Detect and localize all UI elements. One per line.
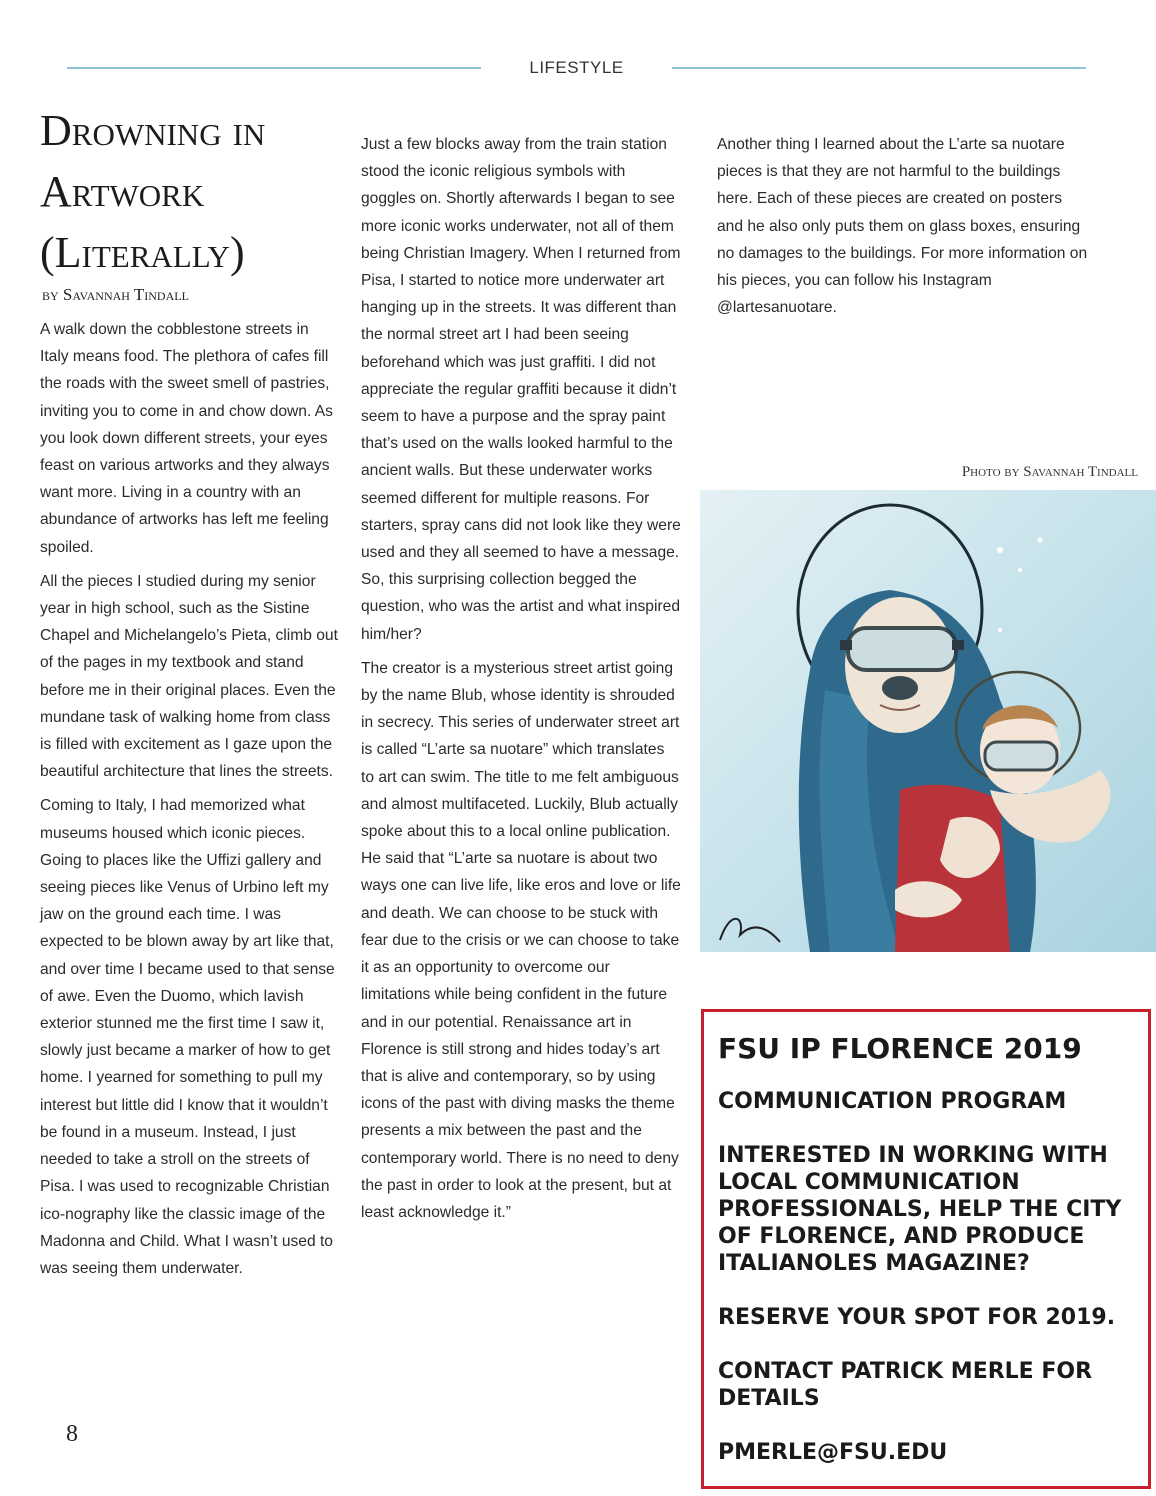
article-column-2: [361, 131, 681, 1233]
madonna-with-goggles-illustration: [700, 490, 1156, 952]
ad-contact-email[interactable]: PMERLE@FSU.EDU: [718, 1440, 948, 1465]
article-byline: by Savannah Tindall: [42, 285, 189, 304]
article-column-3: [717, 131, 1092, 328]
paragraph: The creator is a mysterious street artist going by the name Blub, whose identity is shrouded in secrecy. This series of underwater street art is called “L’arte sa nuotare” which translates to art can swim. The title to me felt ambiguous and almost multifaceted. Luckily, Blub actually spoke about this to a local online publication. He said that “L’arte sa nuotare is about two ways one can live life, like eros and love or life and death. We can choose to be stuck with fear due to the crisis or we can choose to take it as an opportunity to overcome our limitations while being confident in the future and in our potential. Renaissance art in Florence is still strong and hides today’s art that is alive and contemporary, so by using icons of the past with diving masks the theme presents a mix between the past and the contemporary world. There is no need to deny the past in order to look at the present, but at least acknowledge it.”: [361, 659, 681, 1221]
ad-line: INTERESTED IN WORKING WITH LOCAL COMMUNICATION PROFESSIONALS, HELP THE CITY OF FLORENCE, AND PRODUCE ITALIANOLES MAGAZINE?: [718, 1143, 1122, 1276]
ad-line: COMMUNICATION PROGRAM: [718, 1089, 1067, 1114]
paragraph: Just a few blocks away from the train station stood the iconic religious symbols with goggles on. Shortly afterwards I began to see more iconic works underwater, not all of them being Christian Imagery. When I returned from Pisa, I started to notice more underwater art hanging up in the streets. It was different than the normal street art I had been seeing beforehand which was just graffiti. I did not appreciate the regular graffiti because it didn’t seem to have a purpose and the spray paint that’s used on the walls looked harmful to the ancient walls. But these underwater works seemed different for multiple reasons. For starters, spray cans did not look like they were used and they all seemed to have a message. So, this surprising collection begged the question, who was the artist and what inspired him/her?: [361, 136, 681, 643]
ad-line: RESERVE YOUR SPOT FOR 2019.: [718, 1305, 1116, 1330]
paragraph: A walk down the cobblestone streets in Italy means food. The plethora of cafes fill the roads with the sweet smell of pastries, inviting you to come in and chow down. As you look down different streets, your eyes feast on various artworks and they always want more. Living in a country with an abundance of artworks has left me feeling spoiled.: [40, 321, 333, 556]
ad-line: CONTACT PATRICK MERLE FOR DETAILS: [718, 1359, 1093, 1411]
photo-credit: Photo by Savannah Tindall: [961, 464, 1138, 480]
page-number: 8: [66, 1421, 78, 1447]
article-title: Drowning in Artwork (Literally): [40, 106, 266, 277]
paragraph: All the pieces I studied during my senior year in high school, such as the Sistine Chapel and Michelangelo’s Pieta, climb out of the pages in my textbook and stand before me in their original places. Even the mundane task of walking home from class is filled with excitement as I gaze upon the beautiful architecture that lines the streets.: [40, 572, 338, 781]
paragraph: Another thing I learned about the L’arte sa nuotare pieces is that they are not harmful to the buildings here. Each of these pieces are created on posters and he also only puts them on glass boxes, ensuring no damages to the buildings. For more information on his pieces, you can follow his Instagram @lartesanuotare.: [717, 136, 1088, 317]
paragraph: Coming to Italy, I had memorized what museums housed which iconic pieces. Going to places like the Uffizi gallery and seeing pieces like Venus of Urbino left my jaw on the ground each time. I was expected to be blown away by art like that, and over time I became used to that sense of awe. Even the Duomo, which lavish exterior stunned me the first time I saw it, slowly just became a marker of how to get home. I yearned for something to pull my interest but little did I know that it wouldn’t be found in a museum. Instead, I just needed to take a stroll on the streets of Pisa. I was used to recognizable Christian ico-nography like the classic image of the Madonna and Child. What I wasn’t used to was seeing them underwater.: [40, 797, 335, 1277]
header-rule-right: [672, 67, 1086, 69]
program-ad-box: [701, 1009, 1151, 1489]
header-rule-left: [67, 67, 481, 69]
article-column-1: [40, 316, 340, 1289]
section-label: LIFESTYLE: [529, 58, 624, 77]
artwork-photo: [700, 490, 1156, 952]
ad-title: FSU IP FLORENCE 2019: [718, 1032, 1082, 1065]
